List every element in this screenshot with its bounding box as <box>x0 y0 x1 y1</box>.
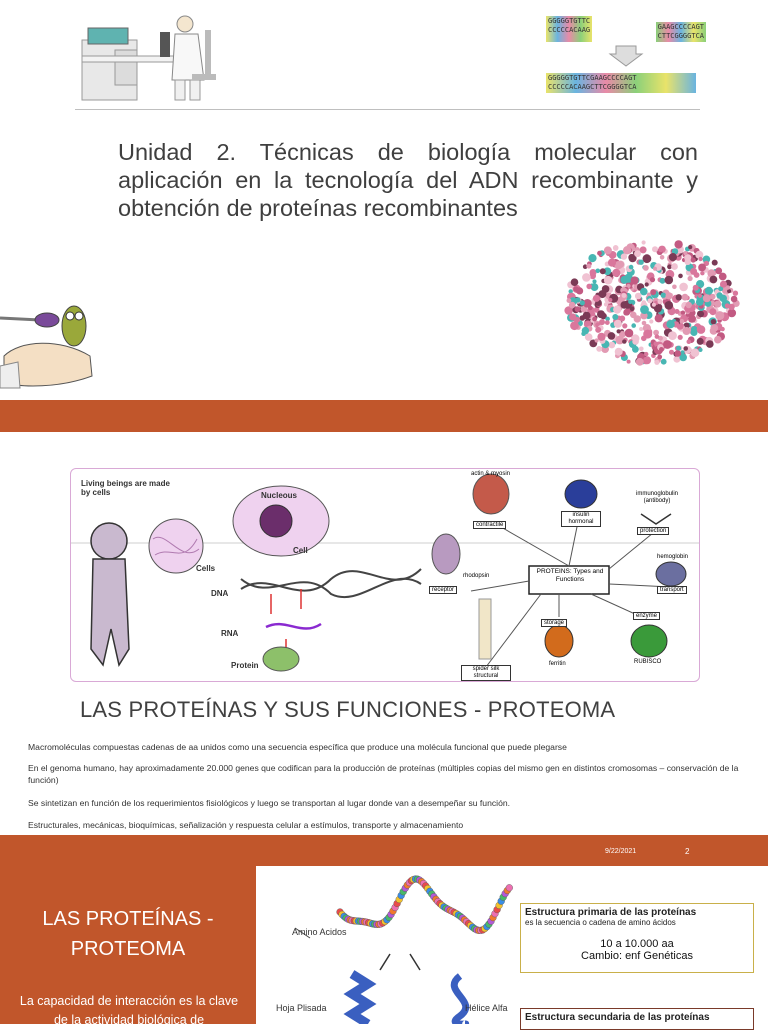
secondary-structure-title: Estructura secundaria de las proteínas <box>525 1012 710 1023</box>
label-actin: actin & myosin <box>471 471 511 477</box>
dna-top-right-strand-1: GAAGCCCCAGT <box>657 23 704 31</box>
dna-top-right-strand-2: CTTCGGGGTCA <box>657 32 704 40</box>
primary-structure-subtitle: es la secuencia o cadena de amino ácidos <box>525 918 676 927</box>
label-immunoglobulin: immunoglobulin (antibody) <box>635 491 679 504</box>
label-storage: storage <box>541 619 567 627</box>
dna-recombination-graphic <box>546 16 706 93</box>
lab-scientist-illustration <box>80 10 220 105</box>
slide-2-title: LAS PROTEÍNAS Y SUS FUNCIONES - PROTEOMA <box>80 697 616 722</box>
label-insulin: insulin hormonal <box>561 511 601 527</box>
slide-3-title: LAS PROTEÍNAS - PROTEOMA <box>42 908 214 960</box>
slide-page-number: 2 <box>685 847 690 856</box>
label-dna: DNA <box>211 589 229 598</box>
label-living-beings: Living beings are made by cells <box>81 479 170 497</box>
bullet-2: En el genoma humano, hay aproximadamente 20.000 genes que codifican para la producción de proteínas (múltiples copias del mismo gen en distintos cromosomas – conservación de la función) <box>28 763 739 785</box>
label-spider-silk: spider silk structural <box>461 665 511 681</box>
slide-date: 9/22/2021 <box>605 848 637 855</box>
amino-acid-chain-figure <box>270 866 520 1024</box>
slide-3-body: La capacidad de interacción es la clave de la actividad biológica de <box>19 994 239 1027</box>
label-proteins-center: PROTEINS: Types and Functions <box>536 568 604 583</box>
label-cells: Cells <box>196 564 216 573</box>
primary-structure-title: Estructura primaria de las proteínas <box>525 907 697 918</box>
dna-bottom-strand-1: GGGGGTGTTCGAAGCCCCAGT <box>548 74 637 82</box>
label-cell: Cell <box>293 546 308 555</box>
dna-bottom-strand-2: CCCCCACAAGCTTCGGGGTCA <box>548 83 637 91</box>
bullet-4: Estructurales, mecánicas, bioquímicas, señalización y respuesta celular a estímulos, transporte y almacenamiento <box>28 820 464 830</box>
label-hemoglobin: hemoglobin <box>657 554 689 560</box>
bullet-3: Se sintetizan en función de los requerimientos fisiológicos y luego se transportan al lugar donde van a desempeñar su función. <box>28 798 511 808</box>
label-protection: protection <box>637 527 669 535</box>
proteins-diagram <box>70 468 700 682</box>
primary-structure-box <box>520 903 754 973</box>
slide-1-bottom-band <box>0 400 768 432</box>
slide-1 <box>0 0 768 432</box>
label-receptor: receptor <box>429 586 457 594</box>
protein-molecule-image <box>560 232 745 372</box>
label-rna: RNA <box>221 629 239 638</box>
slide-2-footer-band <box>0 835 768 866</box>
dna-top-left-strand-1: GGGGGTGTTC <box>548 17 591 25</box>
header-divider <box>75 109 700 110</box>
label-contractile: contractile <box>473 521 506 529</box>
down-arrow-icon <box>546 42 706 68</box>
slide-1-title: Unidad 2. Técnicas de biología molecular con aplicación en la tecnología del ADN recombinante y obtención de proteínas recombinantes <box>118 139 698 221</box>
label-rubisco: RUBISCO <box>634 659 662 665</box>
bullet-1: Macromoléculas compuestas cadenas de aa unidos como una secuencia específica que produce una molécula funcional que puede plegarse <box>28 742 567 752</box>
primary-structure-range: 10 a 10.000 aa <box>600 938 674 950</box>
label-protein: Protein <box>231 661 259 670</box>
cartoon-spoon-illustration <box>0 296 100 391</box>
primary-structure-change: Cambio: enf Genéticas <box>581 950 693 962</box>
label-rhodopsin: rhodopsin <box>463 573 490 579</box>
label-amino-acids: Amino Acidos <box>292 927 347 937</box>
label-helice-alfa: Hélice Alfa <box>465 1003 508 1013</box>
label-enzyme: enzyme <box>633 612 660 620</box>
label-hoja-plisada: Hoja Plisada <box>276 1003 327 1013</box>
label-transport: transport <box>657 586 687 594</box>
secondary-structure-box <box>520 1008 754 1030</box>
label-nucleous: Nucleous <box>261 491 298 500</box>
dna-top-left-strand-2: CCCCCACAAG <box>548 26 591 34</box>
label-ferritin: ferritin <box>549 661 566 667</box>
